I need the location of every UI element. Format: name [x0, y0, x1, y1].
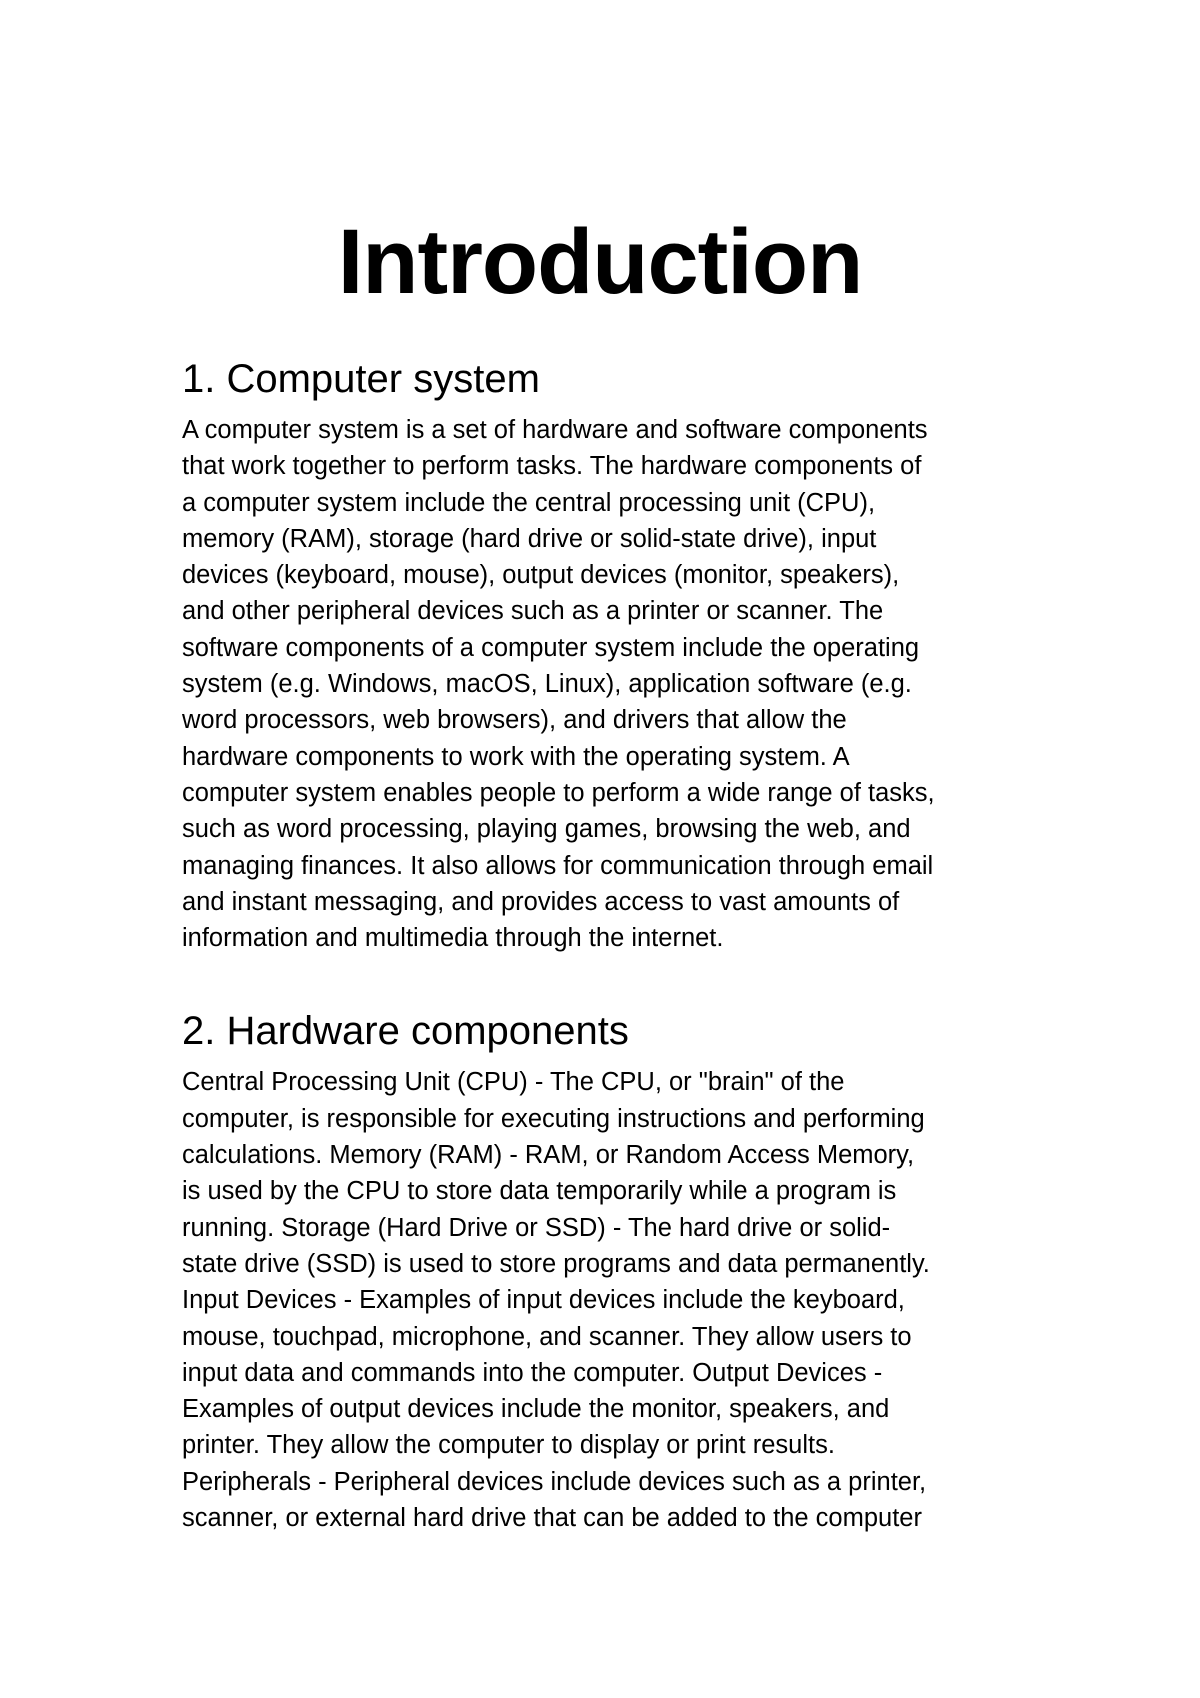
- section-computer-system: [182, 352, 1022, 956]
- section-paragraph: Central Processing Unit (CPU) - The CPU, or "brain" of the computer, is responsible for executing instructions and performing calculations. Memory (RAM) - RAM, or Random Access Memory, is used by the CPU to store data temporarily while a program is running. Storage (Hard Drive or SSD) - The hard drive or solid- state drive (SSD) is used to store programs and data permanently. Input Devices - Examples of input devices include the keyboard, mouse, touchpad, microphone, and scanner. They allow users to input data and commands into the computer. Output Devices - Examples of output devices include the monitor, speakers, and printer. They allow the computer to display or print results. Peripherals - Peripheral devices include devices such as a printer, scanner, or external hard drive that can be added to the computer: [182, 1068, 930, 1533]
- section-heading: 1. Computer system: [182, 357, 540, 401]
- document-content: [182, 352, 1022, 1536]
- page-title: Introduction: [337, 211, 863, 313]
- section-hardware-components: [182, 1004, 1022, 1536]
- section-paragraph: A computer system is a set of hardware and software components that work together to perform tasks. The hardware components of a computer system include the central processing unit (CPU), memory (RAM), storage (hard drive or solid-state drive), input devices (keyboard, mouse), output devices (monitor, speakers), and other peripheral devices such as a printer or scanner. The software components of a computer system include the operating system (e.g. Windows, macOS, Linux), application software (e.g. word processors, web browsers), and drivers that allow the hardware components to work with the operating system. A computer system enables people to perform a wide range of tasks, such as word processing, playing games, browsing the web, and managing finances. It also allows for communication through email and instant messaging, and provides access to vast amounts of information and multimedia through the internet.: [182, 416, 935, 953]
- section-heading: 2. Hardware components: [182, 1009, 629, 1054]
